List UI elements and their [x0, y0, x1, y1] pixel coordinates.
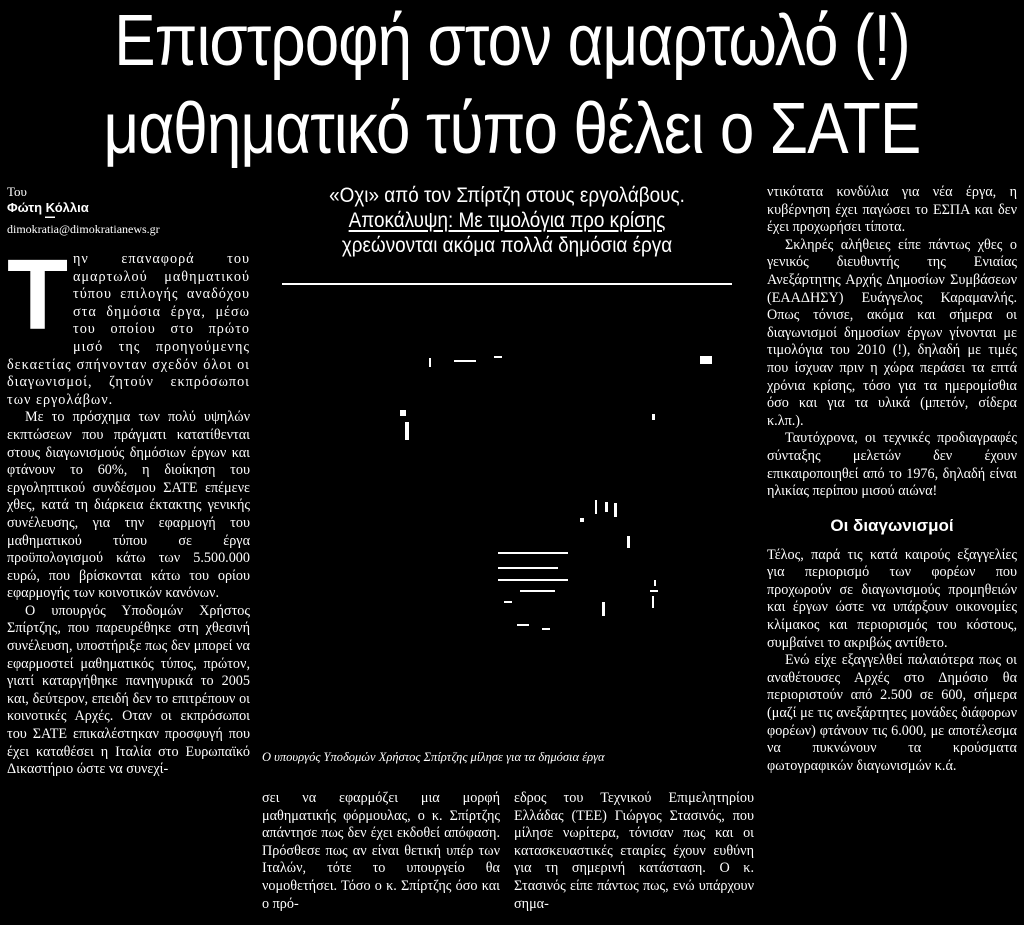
paragraph: Με το πρόσχημα των πολύ υψηλών εκπτώσεων που πράγματι κατατίθενται στους διαγωνισμούς δημόσιων έργων και φτάνουν το 60%, η διοίκηση του εργοληπτικού συνδέσμου ΣΑΤΕ επέμενε χθες, κατά τη διάρκεια έκτακτης γενικής συνέλευσης, για την εφαρμογή του μαθηματικού τύπου σε έργα προϋπολογισμού κάτω των 5.500.000 ευρώ, που βρίσκονται κάτω του ορίου εφαρμογής των κοινοτικών κανόνων.	[7, 409, 250, 602]
article-column-1	[7, 184, 250, 779]
paragraph: Ενώ είχε εξαγγελθεί παλαιότερα πως οι αναθέτουσες Αρχές στο Δημόσιο θα περιοριστούν από 2.500 σε 600, σήμερα (μαζί με τις ανεξάρτητες μονάδες διάφορων φορέων) φτάνουν τις 6.000, με αποτέλεσμα να πυκνώνουν τα κρούσματα φωτογραφικών διαγωνισμών κ.ά.	[767, 652, 1017, 774]
paragraph: Σκληρές αλήθειες είπε πάντως χθες ο γενικός διευθυντής της Ενιαίας Ανεξάρτητης Αρχής Δημοσίων Συμβάσεων (ΕΑΑΔΗΣΥ) Ευάγγελος Καραμανλής. Οπως τόνισε, ακόμα και σήμερα οι διαγωνισμοί δημοσίων έργων γίνονται με τιμολόγια του 2010 (!), δηλαδή με τιμές που ίσχυαν πριν η χώρα περάσει τα επτά χρόνια κρίσης, τόσο για τα ημερομίσθια όσο και για τα υλικά (μπετόν, σίδερα κ.λπ.).	[767, 236, 1017, 429]
paragraph: Ταυτόχρονα, οι τεχνικές προδιαγραφές σύνταξης μελετών δεν έχουν επικαιροποιηθεί από το 1976, δηλαδή είναι ηλικίας περίπου μισού αιώνα!	[767, 430, 1017, 500]
headline	[0, 0, 1024, 178]
paragraph: Τέλος, παρά τις κατά καιρούς εξαγγελίες για περιορισμό των φορέων που προχωρούν σε διαγωνισμούς προμηθειών και έργων ώστε να υπάρξουν οικονομίες κλίμακος και περιορισμός του κόστους, συμβαίνει το ακριβώς αντίθετο.	[767, 546, 1017, 651]
subheadline	[287, 183, 728, 258]
byline-prefix: Του	[7, 184, 27, 199]
byline-underline-mark: ▬▬	[45, 215, 55, 220]
subheadline-rule	[282, 283, 732, 285]
section-heading: Οι διαγωνισμοί	[830, 515, 954, 535]
photo-image	[262, 290, 752, 740]
article-column-3	[514, 790, 754, 913]
subheadline-line-1: «Οχι» από τον Σπίρτζη στους εργολάβους.	[329, 184, 685, 207]
headline-line-1: Επιστροφή στον αμαρτωλό (!)	[114, 1, 910, 81]
headline-line-2: μαθηματικό τύπο θέλει ο ΣΑΤΕ	[103, 89, 921, 169]
paragraph: ντικότατα κονδύλια για νέα έργα, η κυβέρνηση έχει παγώσει το ΕΣΠΑ και δεν έχει προχωρήσει τίποτα.	[767, 184, 1017, 236]
article-body-col1	[7, 239, 250, 779]
drop-cap: Τ	[7, 239, 69, 351]
byline-author: Φώτη Κόλλια	[7, 200, 89, 215]
paragraph: ην επαναφορά του αμαρτωλού μαθηματικού τύπου επιλογής αναδόχου στα δημόσια έργα, μέσω του οποίου στο πρώτο μισό της προηγούμενης δεκαετίας σπήνονταν σχεδόν όλοι οι διαγωνισμοί, ζητούν εκπρόσωποι των εργολάβων.	[7, 251, 250, 408]
byline-email: dimokratia@dimokratianews.gr	[7, 222, 160, 236]
paragraph: Ο υπουργός Υποδομών Χρήστος Σπίρτζης, που παρευρέθηκε στη χθεσινή συνέλευση, υποστήριξε πως δεν μπορεί να εφαρμοστεί μαθηματικός τύπος, πρώτον, γιατί καταργήθηκε πανηγυρικά το 2005 και, δεύτερον, επειδή δεν το επιτρέπουν οι κοινοτικές Αρχές. Οταν οι εκπρόσωποι του ΣΑΤΕ επικαλέστηκαν προσφυγή που έχει καταθέσει η Ιταλία στο Ευρωπαϊκό Δικαστήριο ώστε να συνεχί-	[7, 602, 250, 778]
paragraph: εδρος του Τεχνικού Επιμελητηρίου Ελλάδας (ΤΕΕ) Γιώργος Στασινός, που μίλησε νωρίτερα, τόνισαν πως και οι κατασκευαστικές εταιρίες έχουν ευθύνη για τη σημερινή κατάσταση. Ο κ. Στασινός είπε πάντως πως, ενώ υπάρχουν σημα-	[514, 790, 754, 912]
article-column-4	[767, 184, 1017, 775]
subheadline-line-2: Αποκάλυψη: Με τιμολόγια προ κρίσης	[348, 209, 666, 232]
article-column-2	[262, 790, 500, 913]
article-photo	[262, 290, 752, 740]
subheadline-line-3: χρεώνονται ακόμα πολλά δημόσια έργα	[341, 234, 673, 257]
photo-caption: Ο υπουργός Υποδομών Χρήστος Σπίρτζης μίλησε για τα δημόσια έργα	[262, 750, 605, 764]
paragraph: σει να εφαρμόζει μια μορφή μαθηματικής φόρμουλας, ο κ. Σπίρτζης απάντησε πως δεν έχει εκδοθεί απόφαση. Πρόσθεσε πως αν είναι θετική υπέρ των Ιταλών, τότε το υπουργείο θα νομοθετήσει. Τόσο ο κ. Σπίρτζης όσο και ο πρό-	[262, 790, 500, 912]
